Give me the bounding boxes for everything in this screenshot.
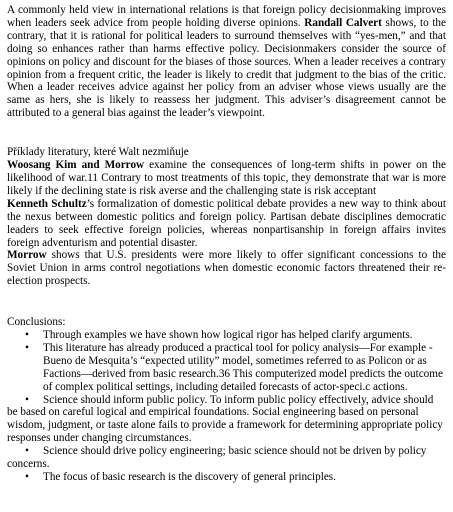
list-item-text: Science should inform public policy. To inform public policy effectively, advice should be based on careful logical and empirical foundations. Social engineering based on personal wisdom, judgment, or taste alone fails to provide a framework for determining appropriate policy responses under changing circumstances. (7, 393, 443, 445)
author-kenneth-schultz: Kenneth Schultz (7, 197, 87, 210)
intro-text-1: A commonly held view in international relations is that foreign policy decisionmaking improves when leaders seek advice from people holding diverse opinions. (7, 4, 446, 29)
intro-text-2: shows, to the contrary, that it is rational for political leaders to surround themselves with “yes-men,” and that doing so enhances rather than harms effective policy. Decisionmakers consider the source of opinions on policy and discount for the biases of those sources. When a leader receives a contrary opinion from a frequent critic, the leader is likely to credit that judgment to the bias of the critic. When a leader receives advice against her policy from an adviser whose views usually are the same as hers, she is likely to reassess her judgment. This adviser’s disagreement cannot be attributed to a general bias against the leader’s viewpoint. (7, 16, 446, 120)
author-kim-morrow: Woosang Kim and Morrow (7, 159, 145, 172)
list-item-text: Through examples we have shown how logical rigor has helped clarify arguments. (43, 329, 413, 342)
list-item (7, 342, 446, 394)
conclusions-heading: Conclusions: (7, 316, 66, 329)
list-item-text: The focus of basic research is the discovery of general principles. (43, 471, 336, 483)
list-item (7, 445, 446, 471)
morrow-text: shows that U.S. presidents were more likely to offer significant concessions to the Soviet Union in arms control negotiations when domestic economic factors threatened their re-election prospects. (7, 249, 446, 288)
bullet-icon: • (25, 329, 29, 342)
kim-morrow-paragraph (7, 159, 446, 198)
spacer (7, 288, 446, 316)
list-item (7, 471, 446, 484)
list-item-text: This literature has already produced a practical tool for policy analysis—For example - Bueno de Mesquita’s “expected utility” model, sometimes referred to as Policon or as Factions—derived from basic research.36 This computerized model predicts the outcome of complex political settings, including detailed forecasts of actor-speci.c actions. (43, 341, 443, 393)
spacer (7, 120, 446, 146)
list-item (7, 394, 446, 446)
list-item-text: Science should drive policy engineering; basic science should not be driven by policy concerns. (7, 445, 427, 471)
intro-paragraph (7, 4, 446, 120)
section-heading: Příklady literatury, které Walt nezmiňuje (7, 146, 446, 159)
bullet-icon: • (25, 471, 29, 483)
schultz-text: ’s formalization of domestic political debate provides a new way to think about the nexus between domestic politics and foreign policy. Partisan debate disciplines democratic leaders to seek effective foreign policies, whereas nonpartisanship in foreign affairs invites foreign adventurism and potential disaster. (7, 197, 446, 249)
author-randall-calvert: Randall Calvert (304, 16, 382, 29)
morrow-paragraph (7, 249, 446, 288)
author-morrow: Morrow (7, 249, 47, 262)
list-item (7, 329, 446, 342)
bullet-icon: • (25, 393, 29, 406)
schultz-paragraph (7, 198, 446, 250)
bullet-icon: • (25, 341, 29, 354)
kim-morrow-text: examine the consequences of long-term shifts in power on the likelihood of war.11 Contrary to most treatments of this topic, they demonstrate that war is more likely if the declining state is risk averse and the challenging state is risk acceptant (7, 159, 446, 197)
bullet-icon: • (25, 445, 29, 458)
conclusions-list (7, 329, 446, 484)
